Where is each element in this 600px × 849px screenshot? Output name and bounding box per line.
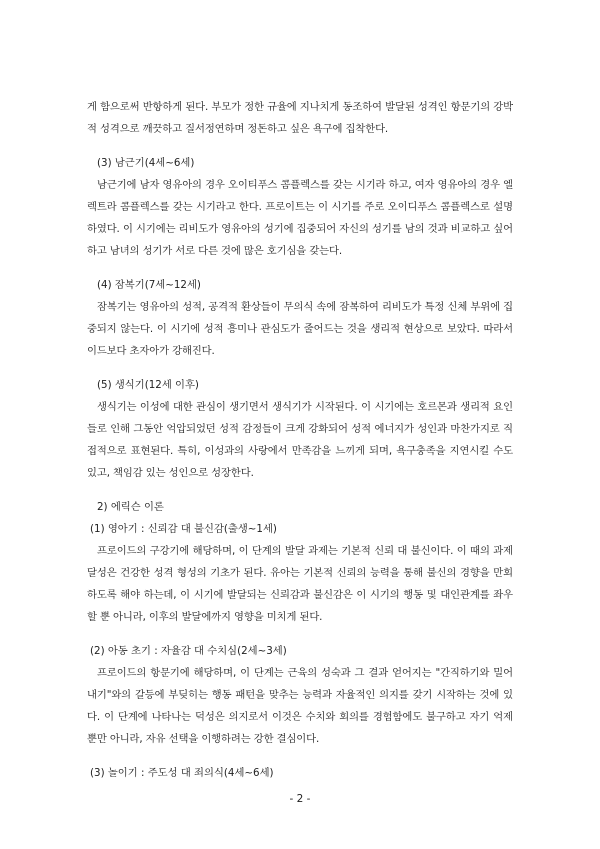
page-number: - 2 - xyxy=(289,793,311,805)
section-body-genital: 생식기는 이성에 대한 관심이 생기면서 생식기가 시작된다. 이 시기에는 호르몬과 생리적 요인들로 인해 그동안 억압되었던 성적 감정들이 크게 강화되어 성적 에너지가 성인과 마찬가지로 직접적으로 표현된다. 특히, 이성과의 사랑에서 만족감을 느끼게 되며, 욕구충족을 지연시킬 수도 있고, 책임감 있는 성인으로 성장한다. xyxy=(87,401,513,479)
section-heading-genital: (5) 생식기(12세 이후) xyxy=(97,379,199,391)
stage-heading-early-childhood: (2) 아동 초기 : 자율감 대 수치심(2세~3세) xyxy=(90,645,287,657)
section-body-phallic: 남근기에 남자 영유아의 경우 오이티푸스 콤플렉스를 갖는 시기라 하고, 여자 영유아의 경우 엘렉트라 콤플렉스를 갖는 시기라고 한다. 프로이트는 이 시기를 주로 오이디푸스 콤플렉스로 설명하였다. 이 시기에는 리비도가 영유아의 성기에 집중되어 자신의 성기를 남의 것과 비교하고 싶어하고 남녀의 성기가 서로 다른 것에 많은 호기심을 갖는다. xyxy=(87,179,513,257)
stage-heading-infancy: (1) 영아기 : 신뢰감 대 불신감(출생~1세) xyxy=(90,523,277,535)
stage-body-infancy: 프로이드의 구강기에 해당하며, 이 단계의 발달 과제는 기본적 신뢰 대 불신이다. 이 때의 과제 달성은 건강한 성격 형성의 기초가 된다. 유아는 기본적 신뢰의 능력을 통해 불신의 경향을 만회하도록 해야 하는데, 이 시기에 발달되는 신뢰감과 불신감은 이 시기의 행동 및 대인관계를 좌우할 뿐 아니라, 이후의 발달에까지 영향을 미치게 된다. xyxy=(87,545,513,623)
stage-heading-play-age: (3) 놀이기 : 주도성 대 죄의식(4세~6세) xyxy=(90,767,274,779)
stage-body-early-childhood: 프로이드의 항문기에 해당하며, 이 단계는 근육의 성숙과 그 결과 얻어지는 "간직하기와 밀어내기"와의 갈등에 부딪히는 행동 패턴을 맞추는 능력과 자율적인 의지를 갖기 시작하는 것에 있다. 이 단계에 나타나는 덕성은 의지로서 이것은 수치와 회의를 경험함에도 불구하고 자기 억제 뿐만 아니라, 자유 선택을 이행하려는 강한 결심이다. xyxy=(87,667,513,745)
intro-paragraph: 게 함으로써 반항하게 된다. 부모가 정한 규율에 지나치게 동조하여 발달된 성격인 항문기의 강박적 성격으로 깨끗하고 질서정연하며 정돈하고 싶은 욕구에 집착한다. xyxy=(87,101,513,135)
erikson-title: 2) 에릭슨 이론 xyxy=(97,501,164,513)
page-content xyxy=(87,96,513,784)
section-heading-latency: (4) 잠복기(7세~12세) xyxy=(97,279,201,291)
section-heading-phallic: (3) 남근기(4세~6세) xyxy=(97,157,195,169)
section-body-latency: 잠복기는 영유아의 성적, 공격적 환상들이 무의식 속에 잠복하여 리비도가 특정 신체 부위에 집중되지 않는다. 이 시기에 성적 흥미나 관심도가 줄어드는 것을 생리적 현상으로 보았다. 따라서 이드보다 초자아가 강해진다. xyxy=(87,301,513,357)
